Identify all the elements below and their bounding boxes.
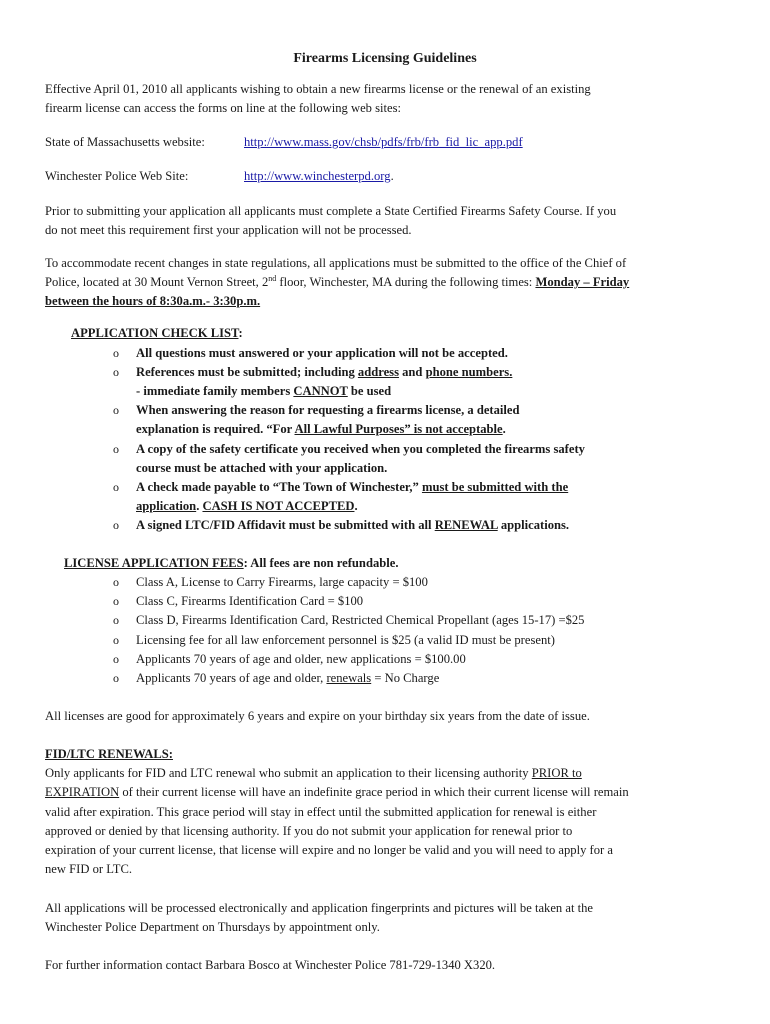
family-text: - immediate family members	[136, 384, 294, 398]
intro-line-2: firearm license can access the forms on line at the following web sites:	[45, 101, 402, 115]
checklist-item-4-line-1: A copy of the safety certificate you received when you completed the firearms safety	[136, 442, 585, 456]
checklist-bullet-4: o	[113, 442, 119, 456]
renewals-line-1	[45, 764, 735, 783]
accommodate-text-b: floor, Winchester, MA during the following times:	[276, 275, 536, 289]
state-website-label: State of Massachusetts website:	[45, 135, 205, 149]
renewals-line-3: valid after expiration. This grace period will stay in effect until the submitted application for renewal is either	[45, 805, 597, 819]
prior-line-1: Prior to submitting your application all applicants must complete a State Certified Firearms Safety Course. If you	[45, 204, 617, 218]
renewals-emphasis: renewals	[326, 671, 372, 685]
fees-heading-text: LICENSE APPLICATION FEES	[64, 556, 244, 570]
accommodate-text-a: Police, located at 30 Mount Vernon Street, 2	[45, 275, 269, 289]
fee-bullet-6: o	[113, 671, 119, 685]
checklist-bullet-2: o	[113, 365, 119, 379]
checklist-bullet-3: o	[113, 403, 119, 417]
checklist-bullet-6: o	[113, 518, 119, 532]
fee-bullet-2: o	[113, 594, 119, 608]
checklist-item-4-line-2: course must be attached with your application.	[136, 461, 388, 475]
checklist-heading	[71, 324, 761, 343]
application-emphasis: application	[136, 499, 197, 513]
checklist-bullet-5: o	[113, 480, 119, 494]
office-hours: between the hours of 8:30a.m.- 3:30p.m.	[45, 294, 261, 308]
checklist-item-2-sub	[136, 382, 391, 401]
and-text: and	[398, 365, 426, 379]
renewals-text: Only applicants for FID and LTC renewal who submit an application to their licensing authority	[45, 766, 532, 780]
processing-line-2: Winchester Police Department on Thursdays by appointment only.	[45, 920, 380, 934]
fee-item-4: Licensing fee for all law enforcement personnel is $25 (a valid ID must be present)	[136, 633, 555, 647]
state-website-row	[45, 133, 735, 152]
lawful-purposes-emphasis: All Lawful Purposes” is not acceptable	[294, 422, 503, 436]
fee-item-1: Class A, License to Carry Firearms, large capacity = $100	[136, 575, 428, 589]
police-website-period: .	[390, 169, 394, 183]
fee-bullet-5: o	[113, 652, 119, 666]
period-text: .	[354, 499, 358, 513]
renewals-line-5: expiration of your current license, that license will expire and no longer be valid and you will need to apply for a	[45, 843, 613, 857]
period-text: .	[502, 422, 506, 436]
no-charge-text: = No Charge	[371, 671, 440, 685]
renewals-line-6: new FID or LTC.	[45, 862, 132, 876]
police-website-link[interactable]: http://www.winchesterpd.org	[244, 169, 391, 183]
checklist-heading-text: APPLICATION CHECK LIST	[71, 326, 239, 340]
applications-text: applications.	[497, 518, 570, 532]
accommodate-line-2	[45, 273, 735, 292]
office-days: Monday – Friday	[535, 275, 630, 289]
renewals-line-4: approved or denied by that licensing authority. If you do not submit your application for renewal prior to	[45, 824, 573, 838]
fee-item-5: Applicants 70 years of age and older, new applications = $100.00	[136, 652, 466, 666]
checklist-heading-colon: :	[238, 326, 243, 340]
expiration-emphasis: EXPIRATION	[45, 785, 120, 799]
explanation-text: explanation is required. “For	[136, 422, 295, 436]
fees-non-refundable: : All fees are non refundable.	[243, 556, 399, 570]
police-website-label: Winchester Police Web Site:	[45, 169, 189, 183]
cash-not-accepted-emphasis: CASH IS NOT ACCEPTED	[202, 499, 355, 513]
fee-bullet-3: o	[113, 613, 119, 627]
renewal-emphasis: RENEWAL	[434, 518, 498, 532]
checklist-item-5-line-2	[136, 497, 358, 516]
must-submit-emphasis: must be submitted with the	[421, 480, 569, 494]
fee-bullet-4: o	[113, 633, 119, 647]
checklist-bullet-1: o	[113, 346, 119, 360]
accommodate-line-1: To accommodate recent changes in state regulations, all applications must be submitted to the office of the Chief of	[45, 256, 627, 270]
check-payable-text: A check made payable to “The Town of Winchester,”	[136, 480, 422, 494]
address-emphasis: address	[357, 365, 399, 379]
phone-emphasis: phone numbers.	[425, 365, 513, 379]
checklist-item-3-line-1: When answering the reason for requesting a firearms license, a detailed	[136, 403, 520, 417]
fees-heading	[64, 554, 754, 573]
cannot-emphasis: CANNOT	[293, 384, 348, 398]
checklist-item-2	[136, 363, 512, 382]
ordinal-suffix: nd	[268, 274, 277, 283]
checklist-item-6	[136, 516, 569, 535]
fee-bullet-1: o	[113, 575, 119, 589]
prior-line-2: do not meet this requirement first your application will not be processed.	[45, 223, 412, 237]
affidavit-text: A signed LTC/FID Affidavit must be submitted with all	[136, 518, 435, 532]
seniors-text: Applicants 70 years of age and older,	[136, 671, 327, 685]
validity-note: All licenses are good for approximately 6 years and expire on your birthday six years from the date of issue.	[45, 709, 590, 723]
intro-line-1: Effective April 01, 2010 all applicants wishing to obtain a new firearms license or the renewal of an existing	[45, 82, 591, 96]
grace-period-text: of their current license will have an indefinite grace period in which their current license will remain	[119, 785, 629, 799]
fee-item-6	[136, 669, 439, 688]
checklist-item-2-text: References must be submitted; including	[136, 365, 358, 379]
checklist-item-1: All questions must answered or your application will not be accepted.	[136, 346, 508, 360]
prior-to-emphasis: PRIOR to	[531, 766, 582, 780]
be-used-text: be used	[347, 384, 392, 398]
checklist-item-3-line-2	[136, 420, 506, 439]
fee-item-2: Class C, Firearms Identification Card = $100	[136, 594, 364, 608]
fee-item-3: Class D, Firearms Identification Card, Restricted Chemical Propellant (ages 15-17) =$25	[136, 613, 585, 627]
renewals-line-2	[45, 783, 735, 802]
contact-note: For further information contact Barbara Bosco at Winchester Police 781-729-1340 X320.	[45, 958, 496, 972]
police-website-row	[45, 167, 735, 186]
processing-line-1: All applications will be processed electronically and application fingerprints and pictures will be taken at the	[45, 901, 594, 915]
state-website-link[interactable]: http://www.mass.gov/chsb/pdfs/frb/frb_fid_lic_app.pdf	[244, 135, 523, 149]
page-title: Firearms Licensing Guidelines	[293, 51, 477, 66]
renewals-heading: FID/LTC RENEWALS:	[45, 747, 173, 761]
separator-text: .	[196, 499, 203, 513]
checklist-item-5-line-1	[136, 478, 568, 497]
